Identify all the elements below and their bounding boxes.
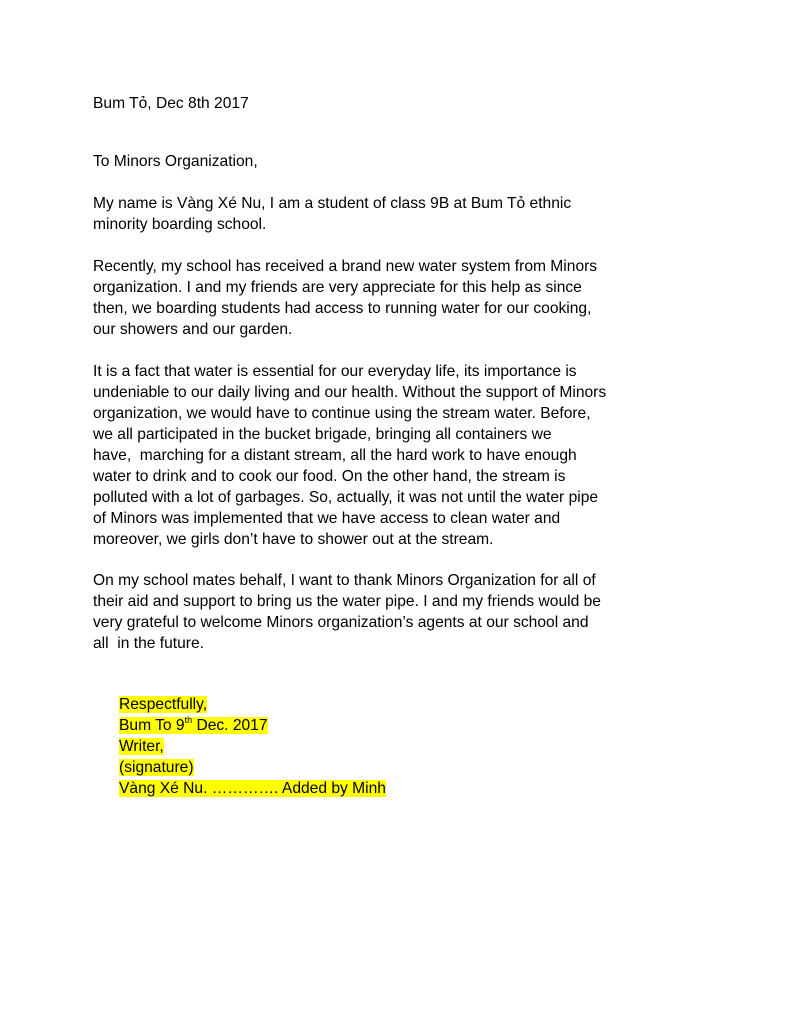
closing-date-rest: Dec. 2017 — [192, 717, 268, 734]
paragraph-1-line: minority boarding school. — [93, 216, 267, 233]
writer-text: Writer, — [119, 738, 164, 755]
writer-name: Vàng Xé Nu. …………. Added by Minh — [119, 780, 386, 797]
closing-date-ordinal: th — [184, 714, 193, 725]
paragraph-3-line: moreover, we girls don’t have to shower out at the stream. — [93, 531, 494, 548]
paragraph-2-line: Recently, my school has received a brand new water system from Minors — [93, 258, 598, 275]
paragraph-3-line: water to drink and to cook our food. On the other hand, the stream is — [93, 468, 566, 485]
respectfully-text: Respectfully, — [119, 696, 208, 713]
closing-date-prefix: Bum To 9 — [119, 717, 185, 734]
paragraph-3-line: organization, we would have to continue using the stream water. Before, — [93, 405, 591, 422]
paragraph-3-line: have, marching for a distant stream, all the hard work to have enough — [93, 447, 577, 464]
paragraph-3-line: polluted with a lot of garbages. So, actually, it was not until the water pipe — [93, 489, 599, 506]
paragraph-3-line: undeniable to our daily living and our health. Without the support of Minors — [93, 384, 607, 401]
paragraph-3-line: we all participated in the bucket brigade, bringing all containers we — [93, 426, 552, 443]
paragraph-1-line: My name is Vàng Xé Nu, I am a student of class 9B at Bum Tỏ ethnic — [93, 195, 572, 212]
name-line — [93, 757, 386, 820]
paragraph-4-line: very grateful to welcome Minors organization’s agents at our school and — [93, 614, 589, 631]
salutation: To Minors Organization, — [93, 153, 258, 170]
paragraph-4-line: their aid and support to bring us the water pipe. I and my friends would be — [93, 593, 601, 610]
paragraph-2-line: then, we boarding students had access to running water for our cooking, — [93, 300, 592, 317]
paragraph-4-line: On my school mates behalf, I want to thank Minors Organization for all of — [93, 572, 596, 589]
signature-text: (signature) — [119, 759, 194, 776]
paragraph-3-line: of Minors was implemented that we have access to clean water and — [93, 510, 561, 527]
paragraph-3-line: It is a fact that water is essential for our everyday life, its importance is — [93, 363, 577, 380]
paragraph-2-line: organization. I and my friends are very appreciate for this help as since — [93, 279, 582, 296]
paragraph-4-line: all in the future. — [93, 635, 204, 652]
place-date: Bum Tỏ, Dec 8th 2017 — [93, 95, 249, 112]
paragraph-2-line: our showers and our garden. — [93, 321, 293, 338]
